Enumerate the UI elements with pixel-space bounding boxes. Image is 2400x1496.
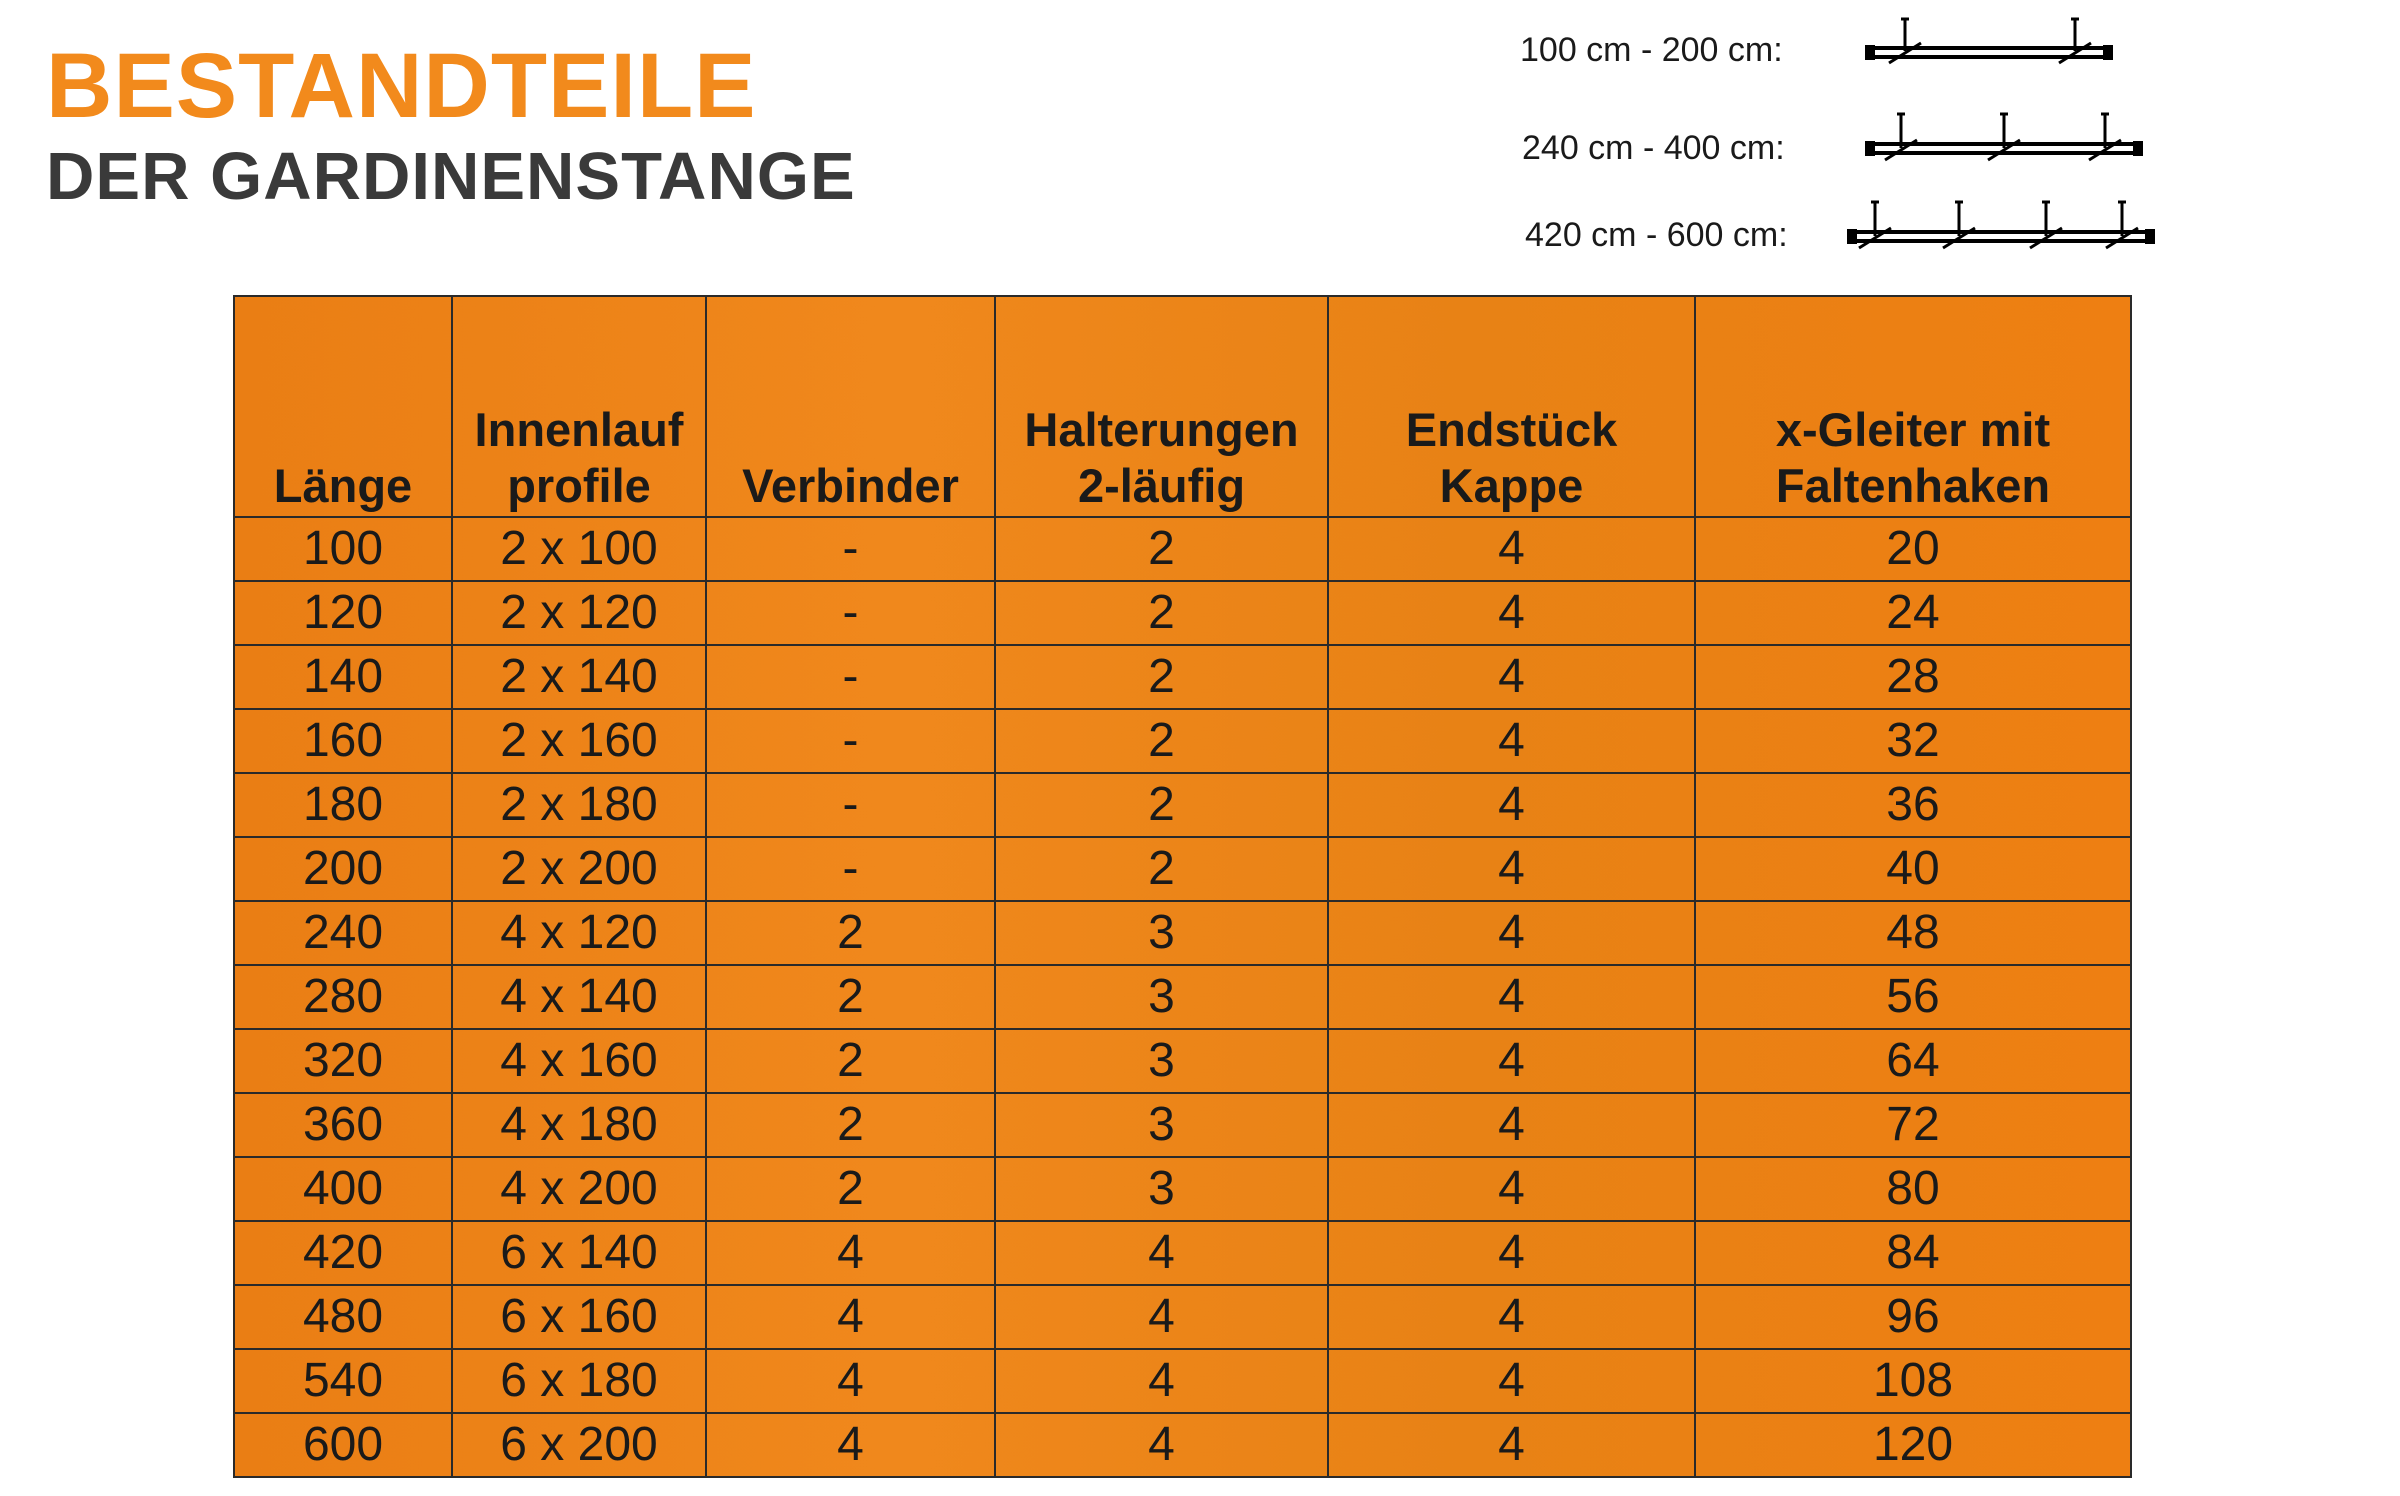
cell-halterungen: 2	[995, 517, 1328, 581]
cell-innenlauf-profile: 6 x 200	[452, 1413, 706, 1477]
cell-endstueck-kappe: 4	[1328, 1093, 1695, 1157]
cell-x-gleiter: 96	[1695, 1285, 2131, 1349]
table-row	[234, 1029, 2131, 1093]
table-row	[234, 901, 2131, 965]
table-row	[234, 965, 2131, 1029]
cell-x-gleiter: 56	[1695, 965, 2131, 1029]
cell-laenge: 140	[234, 645, 452, 709]
cell-laenge: 200	[234, 837, 452, 901]
cell-laenge: 180	[234, 773, 452, 837]
cell-laenge: 120	[234, 581, 452, 645]
cell-laenge: 160	[234, 709, 452, 773]
table-row	[234, 709, 2131, 773]
table-row	[234, 837, 2131, 901]
cell-halterungen: 4	[995, 1285, 1328, 1349]
cell-halterungen: 3	[995, 1029, 1328, 1093]
header-line: Halterungen	[1024, 403, 1299, 456]
cell-verbinder: 2	[706, 1093, 995, 1157]
cell-x-gleiter: 72	[1695, 1093, 2131, 1157]
cell-laenge: 360	[234, 1093, 452, 1157]
legend-label: 240 cm - 400 cm:	[1522, 129, 1785, 167]
cell-innenlauf-profile: 4 x 120	[452, 901, 706, 965]
cell-endstueck-kappe: 4	[1328, 1221, 1695, 1285]
cell-endstueck-kappe: 4	[1328, 709, 1695, 773]
header-line	[707, 402, 994, 458]
header-line: Faltenhaken	[1775, 459, 2051, 512]
table-row	[234, 1157, 2131, 1221]
cell-verbinder: -	[706, 837, 995, 901]
header-line: Länge	[273, 459, 413, 512]
cell-verbinder: 4	[706, 1349, 995, 1413]
cell-endstueck-kappe: 4	[1328, 965, 1695, 1029]
cell-verbinder: -	[706, 517, 995, 581]
table-row	[234, 645, 2131, 709]
cell-verbinder: -	[706, 645, 995, 709]
header-halterungen	[995, 296, 1328, 517]
header-line: Innenlauf	[474, 403, 684, 456]
cell-laenge: 420	[234, 1221, 452, 1285]
header-line	[235, 402, 451, 458]
header-line: Kappe	[1439, 459, 1584, 512]
cell-endstueck-kappe: 4	[1328, 837, 1695, 901]
cell-verbinder: 2	[706, 901, 995, 965]
cell-innenlauf-profile: 6 x 140	[452, 1221, 706, 1285]
cell-x-gleiter: 84	[1695, 1221, 2131, 1285]
cell-endstueck-kappe: 4	[1328, 1349, 1695, 1413]
legend-label: 100 cm - 200 cm:	[1520, 31, 1783, 69]
header-line: profile	[507, 459, 651, 512]
cell-halterungen: 4	[995, 1221, 1328, 1285]
cell-laenge: 280	[234, 965, 452, 1029]
cell-halterungen: 4	[995, 1413, 1328, 1477]
cell-halterungen: 2	[995, 709, 1328, 773]
cell-x-gleiter: 40	[1695, 837, 2131, 901]
header-x-gleiter	[1695, 296, 2131, 517]
cell-x-gleiter: 28	[1695, 645, 2131, 709]
cell-verbinder: -	[706, 773, 995, 837]
cell-halterungen: 3	[995, 901, 1328, 965]
rail-2-brackets-icon	[1865, 15, 2115, 75]
table-row	[234, 1093, 2131, 1157]
table-row	[234, 581, 2131, 645]
cell-x-gleiter: 20	[1695, 517, 2131, 581]
cell-innenlauf-profile: 2 x 180	[452, 773, 706, 837]
header-line: Endstück	[1405, 403, 1618, 456]
table-row	[234, 517, 2131, 581]
cell-laenge: 240	[234, 901, 452, 965]
legend-row-3	[1525, 205, 2165, 265]
page-subtitle: DER GARDINENSTANGE	[46, 139, 856, 214]
header-verbinder	[706, 296, 995, 517]
components-table	[233, 295, 2132, 1478]
cell-innenlauf-profile: 2 x 140	[452, 645, 706, 709]
cell-halterungen: 2	[995, 581, 1328, 645]
cell-innenlauf-profile: 2 x 100	[452, 517, 706, 581]
cell-endstueck-kappe: 4	[1328, 581, 1695, 645]
cell-innenlauf-profile: 2 x 160	[452, 709, 706, 773]
cell-laenge: 600	[234, 1413, 452, 1477]
legend-label: 420 cm - 600 cm:	[1525, 216, 1788, 254]
table-row	[234, 1221, 2131, 1285]
legend-row-1	[1520, 20, 2120, 80]
header-line: 2-läufig	[1077, 459, 1246, 512]
cell-halterungen: 3	[995, 1093, 1328, 1157]
cell-x-gleiter: 24	[1695, 581, 2131, 645]
cell-innenlauf-profile: 2 x 200	[452, 837, 706, 901]
rail-4-brackets-icon	[1847, 200, 2157, 260]
table-body	[234, 517, 2131, 1477]
cell-halterungen: 2	[995, 773, 1328, 837]
cell-verbinder: 2	[706, 1029, 995, 1093]
cell-verbinder: -	[706, 709, 995, 773]
rail-3-brackets-icon	[1865, 106, 2145, 166]
cell-halterungen: 4	[995, 1349, 1328, 1413]
cell-innenlauf-profile: 6 x 180	[452, 1349, 706, 1413]
cell-endstueck-kappe: 4	[1328, 1029, 1695, 1093]
cell-innenlauf-profile: 6 x 160	[452, 1285, 706, 1349]
cell-halterungen: 3	[995, 965, 1328, 1029]
cell-endstueck-kappe: 4	[1328, 901, 1695, 965]
cell-verbinder: 4	[706, 1285, 995, 1349]
cell-x-gleiter: 48	[1695, 901, 2131, 965]
legend-row-2	[1522, 118, 2162, 178]
cell-verbinder: -	[706, 581, 995, 645]
cell-laenge: 400	[234, 1157, 452, 1221]
cell-halterungen: 2	[995, 837, 1328, 901]
cell-x-gleiter: 108	[1695, 1349, 2131, 1413]
cell-endstueck-kappe: 4	[1328, 517, 1695, 581]
table-row	[234, 1349, 2131, 1413]
cell-innenlauf-profile: 4 x 180	[452, 1093, 706, 1157]
cell-endstueck-kappe: 4	[1328, 773, 1695, 837]
table-header-row	[234, 296, 2131, 517]
table-row	[234, 773, 2131, 837]
cell-halterungen: 3	[995, 1157, 1328, 1221]
header-innenlauf-profile	[452, 296, 706, 517]
cell-endstueck-kappe: 4	[1328, 1157, 1695, 1221]
cell-laenge: 480	[234, 1285, 452, 1349]
cell-innenlauf-profile: 2 x 120	[452, 581, 706, 645]
header-line: Verbinder	[742, 459, 959, 512]
cell-x-gleiter: 64	[1695, 1029, 2131, 1093]
header-line: x-Gleiter mit	[1775, 403, 2051, 456]
cell-x-gleiter: 80	[1695, 1157, 2131, 1221]
header-endstueck-kappe	[1328, 296, 1695, 517]
cell-laenge: 320	[234, 1029, 452, 1093]
cell-laenge: 100	[234, 517, 452, 581]
cell-x-gleiter: 120	[1695, 1413, 2131, 1477]
cell-x-gleiter: 36	[1695, 773, 2131, 837]
cell-verbinder: 2	[706, 965, 995, 1029]
cell-x-gleiter: 32	[1695, 709, 2131, 773]
header-laenge	[234, 296, 452, 517]
cell-verbinder: 4	[706, 1221, 995, 1285]
cell-endstueck-kappe: 4	[1328, 645, 1695, 709]
cell-innenlauf-profile: 4 x 200	[452, 1157, 706, 1221]
table-row	[234, 1285, 2131, 1349]
cell-endstueck-kappe: 4	[1328, 1285, 1695, 1349]
cell-innenlauf-profile: 4 x 140	[452, 965, 706, 1029]
cell-verbinder: 2	[706, 1157, 995, 1221]
table-row	[234, 1413, 2131, 1477]
page-title: BESTANDTEILE	[46, 35, 757, 137]
cell-verbinder: 4	[706, 1413, 995, 1477]
cell-endstueck-kappe: 4	[1328, 1413, 1695, 1477]
cell-innenlauf-profile: 4 x 160	[452, 1029, 706, 1093]
cell-laenge: 540	[234, 1349, 452, 1413]
cell-halterungen: 2	[995, 645, 1328, 709]
